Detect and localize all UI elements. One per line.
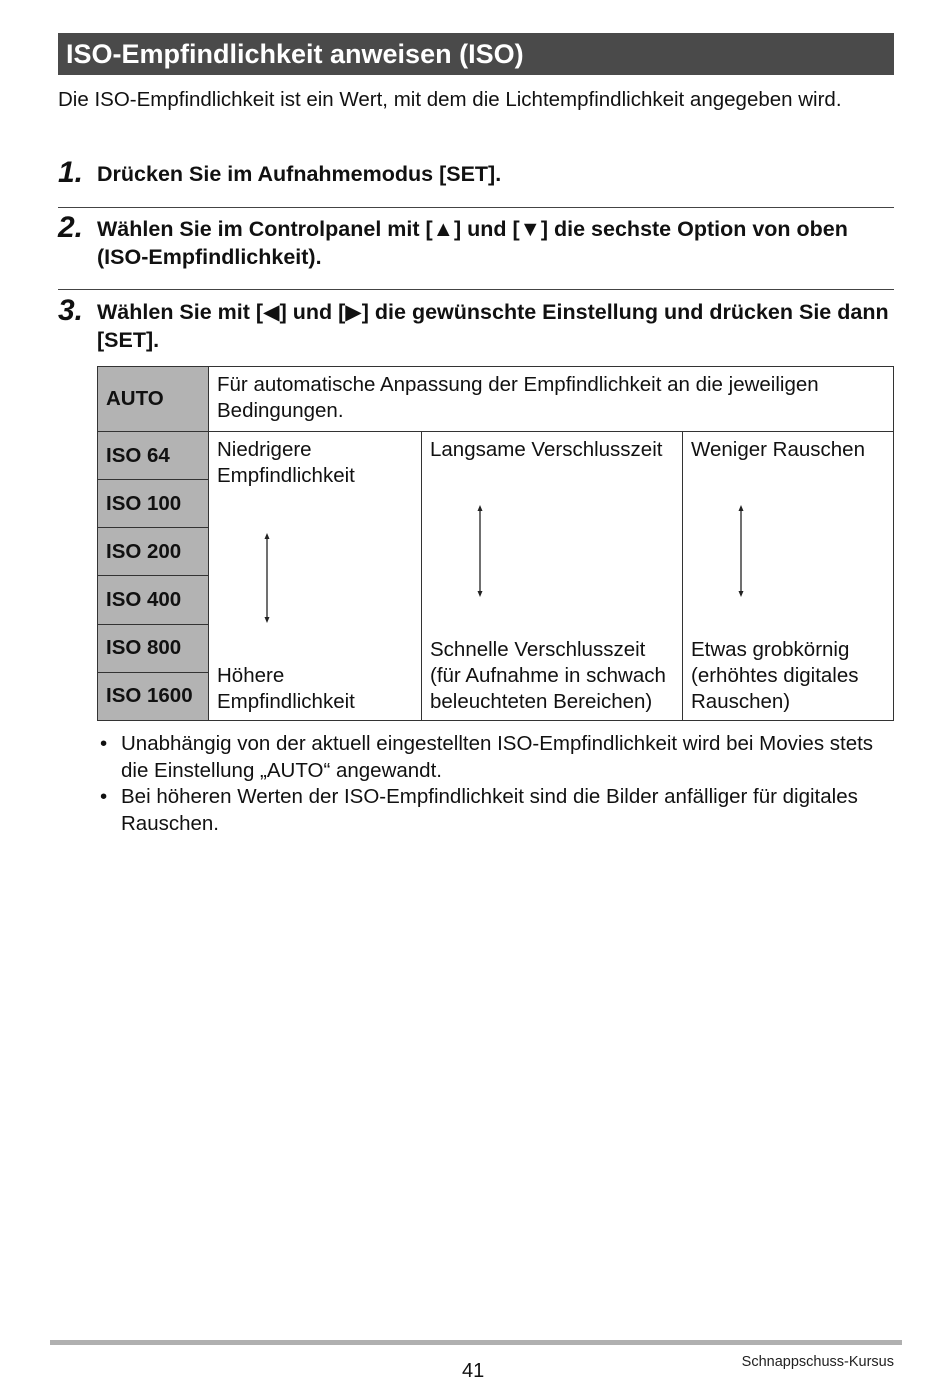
list-item: [97, 731, 894, 784]
double-arrow-icon: [262, 533, 272, 623]
noise-high-text: Etwas grobkörnig (erhöhtes digitales Rauschen): [691, 638, 859, 713]
section-heading: ISO-Empfindlichkeit anweisen (ISO): [58, 33, 894, 75]
bullet: •: [100, 785, 108, 808]
step-text: Wählen Sie im Controlpanel mit [▲] und [▼] die sechste Option von oben (ISO-Empfindlichkeit).: [97, 217, 848, 269]
auto-description: Für automatische Anpassung der Empfindlichkeit an die jeweiligen Bedingungen.: [209, 367, 894, 432]
shutter-slow-text: Langsame Verschlusszeit: [430, 438, 663, 461]
divider: [58, 289, 894, 290]
step-3: [58, 294, 894, 354]
double-arrow-icon: [475, 505, 485, 597]
page-number: 41: [462, 1360, 485, 1382]
step-number: 2.: [58, 211, 84, 244]
setting-label: ISO 200: [98, 528, 209, 576]
divider: [58, 207, 894, 208]
setting-label: ISO 64: [98, 432, 209, 480]
intro-text: Die ISO-Empfindlichkeit ist ein Wert, mit dem die Lichtempfindlichkeit angegeben wird.: [58, 88, 842, 111]
double-arrow-icon: [736, 505, 746, 597]
list-item: [97, 784, 894, 837]
step-number: 1.: [58, 156, 84, 189]
setting-label-auto: AUTO: [98, 367, 209, 432]
noise-low-text: Weniger Rauschen: [691, 438, 865, 461]
setting-label: ISO 400: [98, 576, 209, 624]
notes-list: [97, 731, 894, 837]
sensitivity-high-text: Höhere Empfindlichkeit: [217, 664, 355, 713]
sensitivity-low-text: Niedrigere Empfindlichkeit: [217, 438, 355, 487]
setting-label: ISO 800: [98, 624, 209, 672]
step-2: [58, 211, 894, 271]
noise-column: [683, 432, 894, 721]
section-name: Schnappschuss-Kursus: [741, 1354, 894, 1370]
sensitivity-column: [209, 432, 422, 721]
footer-rule: [50, 1340, 902, 1345]
step-text: Wählen Sie mit [◀] und [▶] die gewünschte Einstellung und drücken Sie dann [SET].: [97, 300, 889, 352]
shutter-speed-column: [422, 432, 683, 721]
iso-settings-table: [97, 366, 894, 721]
note-text: Unabhängig von der aktuell eingestellten ISO-Empfindlichkeit wird bei Movies stets die Einstellung „AUTO“ angewandt.: [121, 732, 874, 782]
step-1: [58, 156, 894, 189]
bullet: •: [100, 732, 108, 755]
setting-label: ISO 100: [98, 480, 209, 528]
table-row: [98, 367, 894, 432]
table-row: [98, 432, 894, 480]
step-number: 3.: [58, 294, 84, 327]
setting-label: ISO 1600: [98, 672, 209, 720]
note-text: Bei höheren Werten der ISO-Empfindlichkeit sind die Bilder anfälliger für digitales Rauschen.: [121, 785, 858, 835]
step-text: Drücken Sie im Aufnahmemodus [SET].: [97, 162, 502, 186]
shutter-fast-text: Schnelle Verschlusszeit (für Aufnahme in schwach beleuchteten Bereichen): [430, 638, 666, 713]
